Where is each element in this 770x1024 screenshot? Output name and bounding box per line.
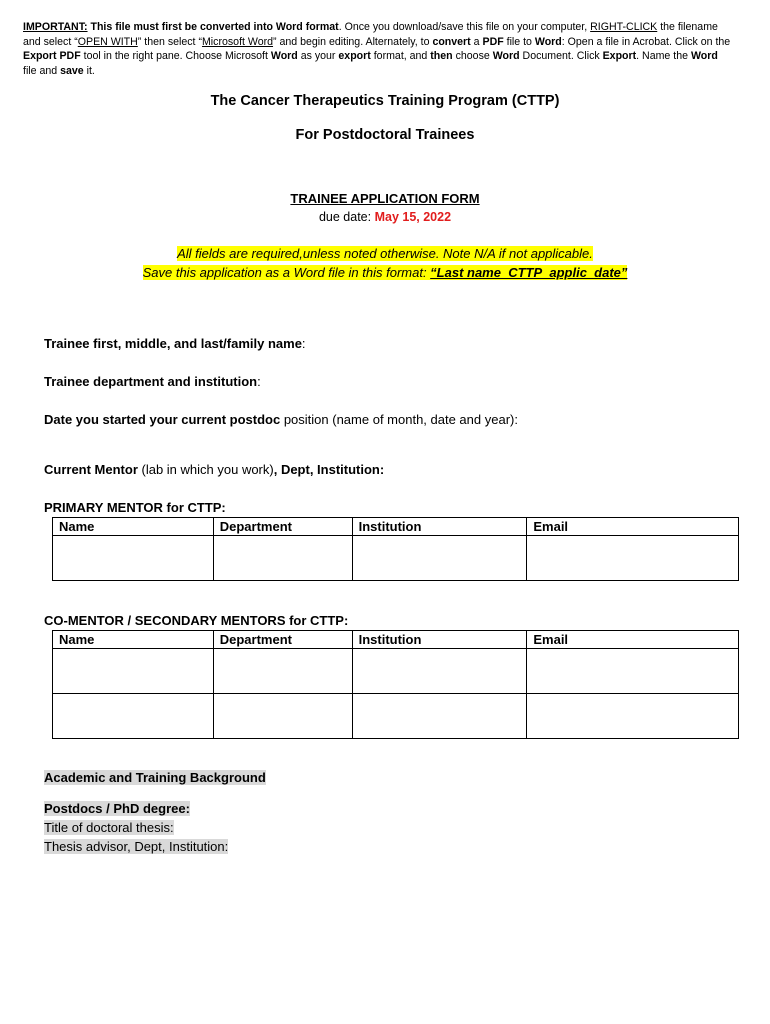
postdoc-degree-heading: Postdocs / PhD degree: (44, 801, 190, 816)
notice-text: save (60, 64, 84, 77)
notice-text: choose (452, 50, 493, 63)
column-header-name: Name (53, 631, 214, 649)
postdoc-degree-section (44, 801, 190, 816)
column-header-email: Email (527, 518, 739, 536)
primary-mentor-table (52, 517, 739, 581)
notice-text: OPEN WITH (77, 35, 138, 48)
co-mentor-department-cell[interactable] (213, 649, 352, 694)
notice-text: then (430, 50, 453, 63)
notice-text: Export PDF (23, 50, 81, 63)
co-mentor-heading: CO-MENTOR / SECONDARY MENTORS for CTTP: (44, 613, 349, 628)
postdoc-start-date-field[interactable] (44, 412, 518, 427)
current-mentor-suffix: , Dept, Institution: (273, 462, 385, 477)
thesis-title-label: Title of doctoral thesis: (44, 820, 174, 835)
primary-mentor-institution-cell[interactable] (352, 536, 527, 581)
notice-text: This file must first be converted into Word format (87, 21, 339, 33)
due-date-label: due date: (318, 210, 375, 224)
notice-text: export (338, 50, 371, 63)
co-mentor-email-cell[interactable] (527, 649, 739, 694)
postdoc-start-date-label: Date you started your current postdoc (44, 412, 281, 427)
notice-text: PDF (482, 35, 504, 48)
primary-mentor-name-cell[interactable] (53, 536, 214, 581)
field-colon: : (257, 374, 261, 389)
primary-mentor-heading: PRIMARY MENTOR for CTTP: (44, 500, 226, 515)
thesis-advisor-label: Thesis advisor, Dept, Institution: (44, 839, 229, 854)
table-header-row (53, 631, 739, 649)
table-row (53, 536, 739, 581)
table-row (53, 649, 739, 694)
current-mentor-hint: (lab in which you work) (137, 462, 274, 477)
notice-text: Word (270, 50, 298, 63)
filename-format-example: “Last name_CTTP_applic_date” (430, 265, 628, 280)
notice-text: Word (534, 35, 562, 48)
notice-text: it. (83, 64, 95, 77)
form-title: TRAINEE APPLICATION FORM (290, 191, 480, 206)
thesis-advisor-field[interactable] (44, 839, 228, 854)
table-row (53, 694, 739, 739)
notice-text: : Open a file in Acrobat. Click on the (561, 35, 731, 48)
current-mentor-label: Current Mentor (44, 462, 138, 477)
document-subtitle: For Postdoctoral Trainees (295, 127, 475, 143)
co-mentor-institution-cell[interactable] (352, 694, 527, 739)
trainee-department-field[interactable] (44, 374, 261, 389)
co-mentor-name-cell[interactable] (53, 694, 214, 739)
due-date-value: May 15, 2022 (374, 210, 452, 224)
primary-mentor-email-cell[interactable] (527, 536, 739, 581)
required-fields-text: All fields are required,unless noted otherwise. Note N/A if not applicable. (177, 246, 593, 261)
notice-text: RIGHT-CLICK (590, 21, 658, 33)
notice-text: . Once you download/save this file on your computer, (338, 21, 591, 33)
column-header-institution: Institution (352, 631, 527, 649)
notice-text: convert (432, 35, 471, 48)
field-colon: : (301, 336, 306, 351)
thesis-title-field[interactable] (44, 820, 174, 835)
notice-text: a (470, 35, 483, 48)
filename-format-prefix: Save this application as a Word file in this format: (142, 265, 431, 280)
notice-text: ” then select “ (137, 35, 202, 48)
notice-text: Export (602, 50, 637, 63)
document-title: The Cancer Therapeutics Training Program (CTTP) (210, 93, 560, 109)
postdoc-start-date-hint: position (name of month, date and year): (280, 412, 518, 427)
notice-text: file to (503, 35, 535, 48)
column-header-institution: Institution (352, 518, 527, 536)
due-date-line (0, 210, 770, 224)
primary-mentor-department-cell[interactable] (213, 536, 352, 581)
trainee-department-label: Trainee department and institution (44, 374, 258, 389)
column-header-department: Department (213, 631, 352, 649)
column-header-name: Name (53, 518, 214, 536)
co-mentor-name-cell[interactable] (53, 649, 214, 694)
academic-background-section (44, 770, 266, 785)
required-fields-note (0, 246, 770, 261)
notice-text: the filename and select “ (23, 21, 718, 48)
notice-text: tool in the right pane. Choose Microsoft (80, 50, 271, 63)
notice-text: Microsoft Word (201, 35, 274, 48)
co-mentor-email-cell[interactable] (527, 694, 739, 739)
co-mentor-institution-cell[interactable] (352, 649, 527, 694)
trainee-name-field[interactable] (44, 336, 306, 351)
notice-text: file and (23, 64, 61, 77)
notice-text: Word (690, 50, 718, 63)
notice-text: . Name the (636, 50, 691, 63)
filename-format-note (0, 265, 770, 280)
trainee-name-label: Trainee first, middle, and last/family name (44, 336, 302, 351)
filename-format-text (143, 265, 628, 280)
instructions-notice (23, 20, 731, 78)
academic-background-heading: Academic and Training Background (44, 770, 266, 785)
notice-text: ” and begin editing. Alternately, to (273, 35, 433, 48)
important-label: IMPORTANT: (23, 21, 88, 33)
column-header-department: Department (213, 518, 352, 536)
table-header-row (53, 518, 739, 536)
notice-text: Word (492, 50, 520, 63)
notice-text: Document. Click (519, 50, 603, 63)
current-mentor-field[interactable] (44, 462, 384, 477)
notice-text: format, and (370, 50, 431, 63)
co-mentor-department-cell[interactable] (213, 694, 352, 739)
co-mentor-table (52, 630, 739, 739)
notice-text: as your (297, 50, 339, 63)
column-header-email: Email (527, 631, 739, 649)
